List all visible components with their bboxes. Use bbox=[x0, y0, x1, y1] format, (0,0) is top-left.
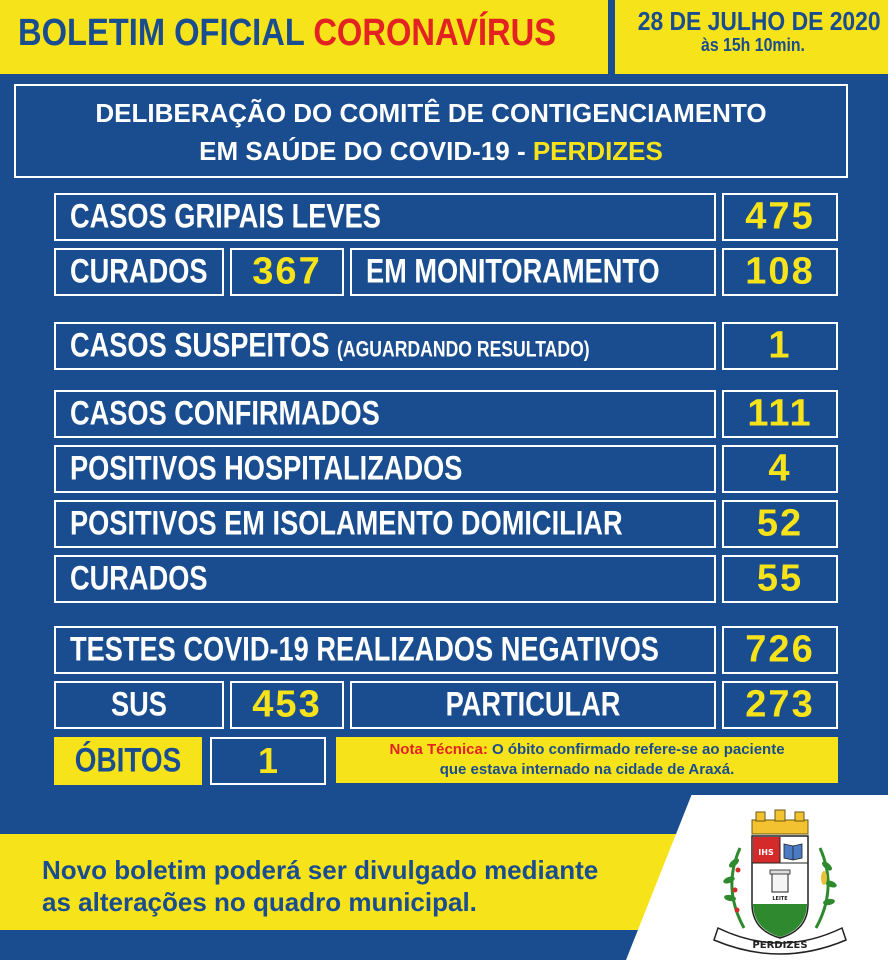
isolamento-value: 52 bbox=[756, 502, 804, 545]
deliberation-line1: DELIBERAÇÃO DO COMITÊ DE CONTIGENCIAMENTO bbox=[95, 98, 767, 128]
testes-label-box bbox=[54, 626, 716, 674]
bulletin-date: 28 DE JULHO DE 2020 bbox=[637, 6, 881, 36]
deliberation-line2-text: EM SAÚDE DO COVID-19 - bbox=[199, 136, 533, 166]
header-band bbox=[0, 0, 888, 74]
isolamento-label: POSITIVOS EM ISOLAMENTO DOMICILIAR bbox=[70, 504, 623, 543]
hospitalizados-label-box bbox=[54, 445, 716, 493]
obitos-label: ÓBITOS bbox=[74, 741, 182, 780]
shield-icon bbox=[752, 836, 808, 938]
deliberation-box bbox=[14, 84, 848, 178]
monitoramento-label: EM MONITORAMENTO bbox=[366, 252, 660, 291]
curados2-label-box bbox=[54, 555, 716, 603]
monitoramento-label-box bbox=[350, 248, 716, 296]
particular-value-box bbox=[722, 681, 838, 729]
suspeitos-label-box bbox=[54, 322, 716, 370]
hospitalizados-value: 4 bbox=[768, 447, 792, 490]
sus-value: 453 bbox=[252, 683, 322, 726]
isolamento-value-box bbox=[722, 500, 838, 548]
shield-leite-text: LEITE bbox=[772, 896, 788, 902]
suspeitos-label-text: CASOS SUSPEITOS bbox=[70, 326, 330, 365]
obitos-label-box bbox=[54, 737, 202, 785]
sus-label: SUS bbox=[111, 685, 167, 724]
deliberation-text bbox=[16, 94, 846, 170]
hospitalizados-label: POSITIVOS HOSPITALIZADOS bbox=[70, 449, 463, 488]
confirmados-value: 111 bbox=[747, 392, 813, 435]
curados2-label: CURADOS bbox=[70, 559, 208, 598]
suspeitos-note: (AGUARDANDO RESULTADO) bbox=[337, 336, 590, 362]
nota-tecnica-box bbox=[336, 737, 838, 783]
curados2-value: 55 bbox=[756, 557, 804, 600]
monitoramento-value: 108 bbox=[745, 250, 815, 293]
hospitalizados-value-box bbox=[722, 445, 838, 493]
date-block bbox=[622, 6, 884, 56]
confirmados-label: CASOS CONFIRMADOS bbox=[70, 394, 380, 433]
nota-title: Nota Técnica: bbox=[389, 741, 488, 758]
testes-value-box bbox=[722, 626, 838, 674]
nota-line2: que estava internado na cidade de Araxá. bbox=[439, 761, 735, 778]
footer-line2: as alterações no quadro municipal. bbox=[42, 887, 477, 917]
obitos-value: 1 bbox=[257, 740, 279, 781]
gripais-value: 475 bbox=[745, 195, 815, 238]
sus-label-box bbox=[54, 681, 224, 729]
bulletin-time: às 15h 10min. bbox=[701, 35, 805, 55]
suspeitos-value-box bbox=[722, 322, 838, 370]
footer-text bbox=[42, 854, 598, 918]
deliberation-line2 bbox=[16, 132, 846, 170]
header-divider bbox=[608, 0, 615, 74]
monitoramento-value-box bbox=[722, 248, 838, 296]
curados-value-box bbox=[230, 248, 344, 296]
particular-label-box bbox=[350, 681, 716, 729]
particular-label: PARTICULAR bbox=[445, 685, 621, 724]
confirmados-label-box bbox=[54, 390, 716, 438]
nota-tecnica-text bbox=[336, 740, 838, 780]
curados2-value-box bbox=[722, 555, 838, 603]
footer-line1: Novo boletim poderá ser divulgado mediante bbox=[42, 855, 599, 885]
deliberation-city: PERDIZES bbox=[532, 136, 663, 166]
testes-label: TESTES COVID-19 REALIZADOS NEGATIVOS bbox=[70, 630, 659, 669]
title-highlight: CORONAVÍRUS bbox=[313, 12, 557, 54]
title-prefix: BOLETIM OFICIAL bbox=[18, 12, 314, 54]
nota-line1 bbox=[336, 740, 838, 760]
corn-branch-icon bbox=[816, 848, 838, 928]
obitos-value-box bbox=[210, 737, 326, 785]
gripais-label: CASOS GRIPAIS LEVES bbox=[70, 197, 381, 236]
confirmados-value-box bbox=[722, 390, 838, 438]
particular-value: 273 bbox=[745, 683, 815, 726]
perdizes-coat-of-arms bbox=[700, 808, 860, 956]
coffee-branch-icon bbox=[722, 848, 744, 928]
curados-value: 367 bbox=[252, 250, 322, 293]
suspeitos-label bbox=[70, 327, 590, 366]
curados-label: CURADOS bbox=[70, 252, 208, 291]
ribbon-text: PERDIZES bbox=[752, 940, 808, 951]
gripais-label-box bbox=[54, 193, 716, 241]
bulletin-title bbox=[18, 12, 556, 55]
shield-ihs-text: IHS bbox=[758, 848, 774, 857]
curados-label-box bbox=[54, 248, 224, 296]
suspeitos-value: 1 bbox=[768, 324, 792, 367]
gripais-value-box bbox=[722, 193, 838, 241]
testes-value: 726 bbox=[745, 628, 815, 671]
crown-icon bbox=[752, 810, 808, 834]
isolamento-label-box bbox=[54, 500, 716, 548]
nota-line1-text: O óbito confirmado refere-se ao paciente bbox=[487, 741, 785, 758]
sus-value-box bbox=[230, 681, 344, 729]
